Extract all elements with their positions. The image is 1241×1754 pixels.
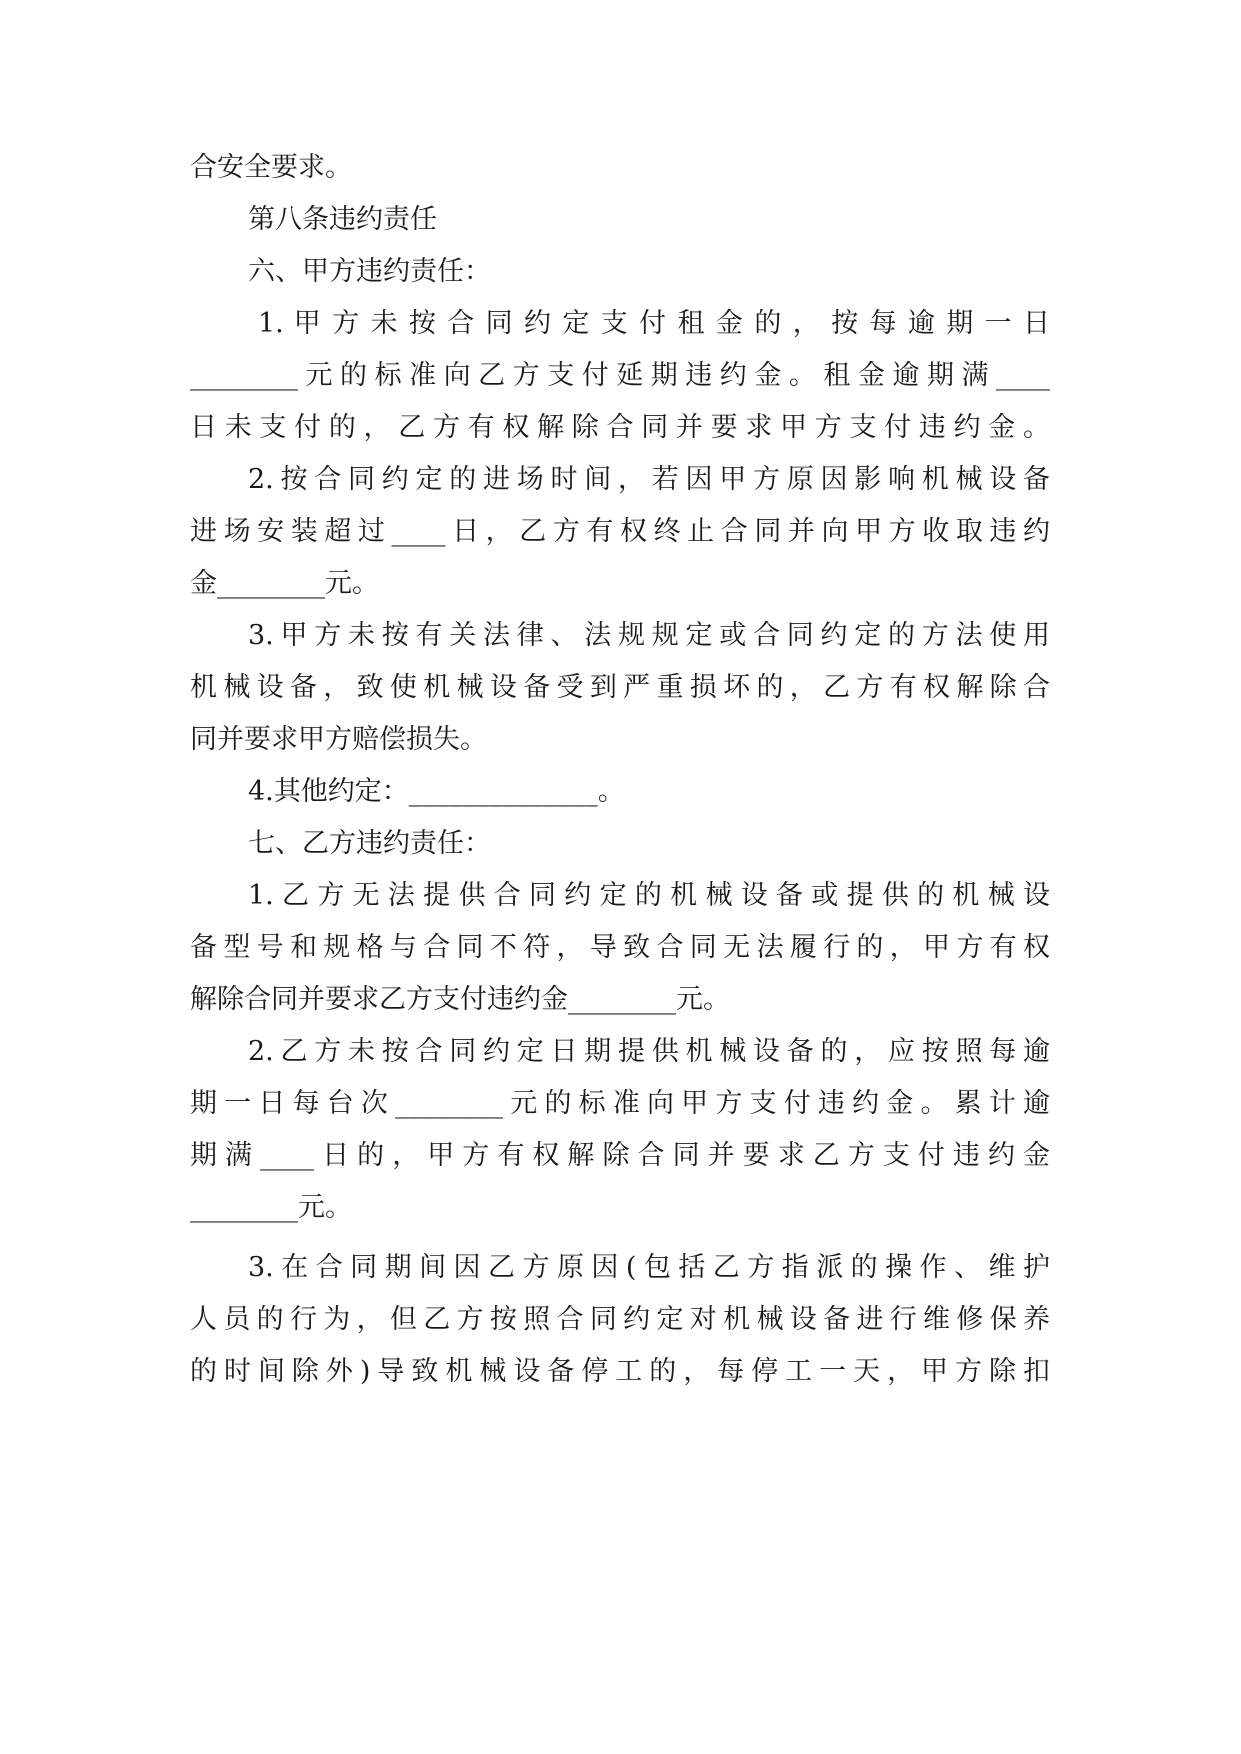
text-line: 2.按合同约定的进场时间，若因甲方原因影响机械设备: [248, 464, 1050, 495]
text-line: 1. 甲 方 未 按 合 同 约 定 支 付 租 金 的 ， 按 每 逾 期 一 日: [258, 308, 1050, 339]
text-line: 日未支付的，乙方有权解除合同并要求甲方支付违约金。: [190, 412, 1050, 443]
text-line: ________元的标准向乙方支付延期违约金。租金逾期满____: [190, 360, 1050, 391]
text-line: 1.乙方无法提供合同约定的机械设备或提供的机械设: [248, 880, 1050, 911]
text-line: 机械设备，致使机械设备受到严重损坏的，乙方有权解除合: [190, 672, 1050, 703]
text-line: 人员的行为，但乙方按照合同约定对机械设备进行维修保养: [190, 1304, 1050, 1335]
text-line: 期一日每台次________元的标准向甲方支付违约金。累计逾: [190, 1088, 1050, 1119]
text-line: 备型号和规格与合同不符，导致合同无法履行的，甲方有权: [190, 932, 1050, 963]
text-line: ________元。: [190, 1192, 352, 1223]
text-line: 同并要求甲方赔偿损失。: [190, 724, 487, 755]
text-line: 3.在合同期间因乙方原因(包括乙方指派的操作、维护: [248, 1252, 1050, 1283]
text-line: 的时间除外)导致机械设备停工的，每停工一天，甲方除扣: [190, 1356, 1050, 1387]
text-line: 合安全要求。: [190, 152, 352, 183]
text-line: 期满____日的，甲方有权解除合同并要求乙方支付违约金: [190, 1140, 1050, 1171]
section-heading: 第八条违约责任: [248, 204, 437, 235]
text-line: 3.甲方未按有关法律、法规规定或合同约定的方法使用: [248, 620, 1050, 651]
subsection-heading: 七、乙方违约责任：: [248, 828, 491, 859]
subsection-heading: 六、甲方违约责任：: [248, 256, 491, 287]
text-line: 解除合同并要求乙方支付违约金________元。: [190, 984, 730, 1015]
text-line: 2.乙方未按合同约定日期提供机械设备的，应按照每逾: [248, 1036, 1050, 1067]
text-line: 金________元。: [190, 568, 379, 599]
text-line: 4.其他约定：______________。: [248, 776, 625, 807]
text-line: 进场安装超过____日，乙方有权终止合同并向甲方收取违约: [190, 516, 1050, 547]
